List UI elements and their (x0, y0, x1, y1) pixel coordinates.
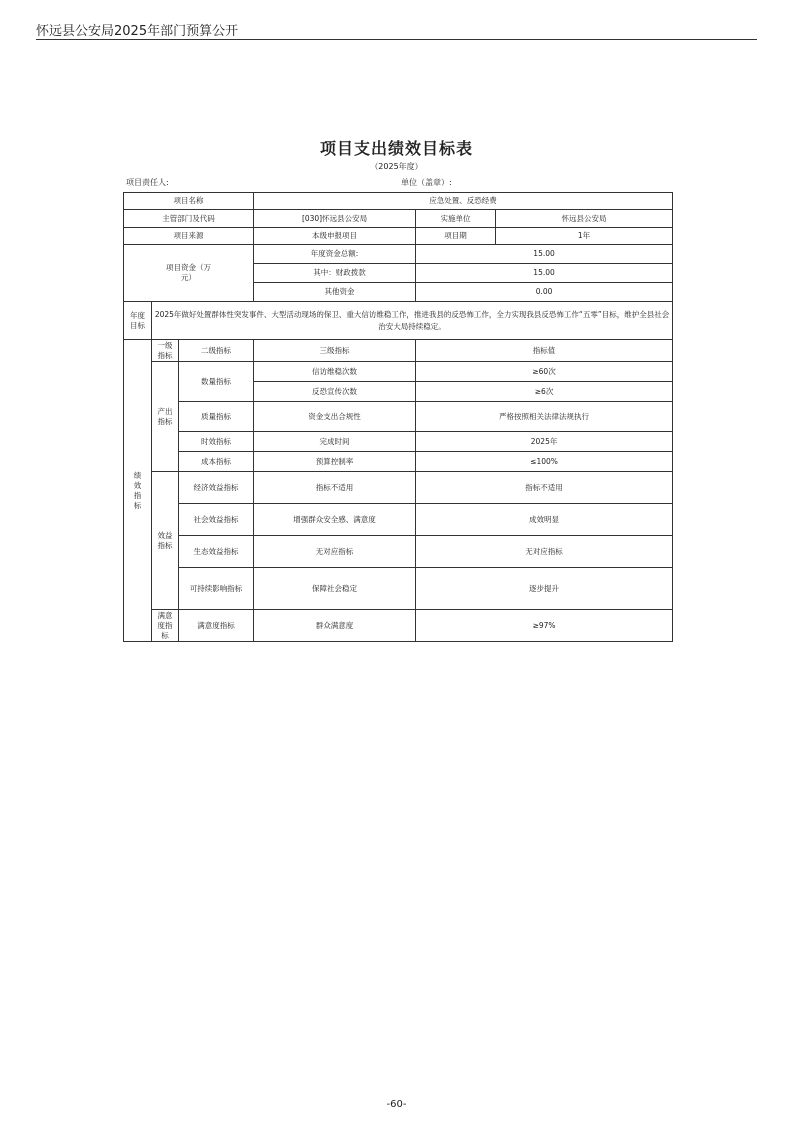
col-level3: 三级指标 (254, 340, 416, 362)
sustain-value: 逐步提升 (416, 568, 673, 610)
impl-label: 实施单位 (416, 210, 496, 228)
period-value: 1年 (496, 228, 673, 245)
funds-fiscal-label: 其中：财政拨款 (254, 264, 416, 283)
q2-name: 反恐宣传次数 (254, 382, 416, 402)
table-row (124, 504, 673, 536)
table-row (124, 245, 673, 264)
time-label: 时效指标 (179, 432, 254, 452)
econ-value: 指标不适用 (416, 472, 673, 504)
econ-name: 指标不适用 (254, 472, 416, 504)
funds-total-value: 15.00 (416, 245, 673, 264)
indicator-label: 绩效指标 (124, 340, 152, 642)
col-value: 指标值 (416, 340, 673, 362)
output-label: 产出指标 (152, 362, 179, 472)
table-row (124, 402, 673, 432)
source-label: 项目来源 (124, 228, 254, 245)
unit-label: 单位（盖章）: (401, 178, 452, 187)
funds-fiscal-value: 15.00 (416, 264, 673, 283)
table-row (124, 228, 673, 245)
col-level1: 一级指标 (152, 340, 179, 362)
period-label: 项目期 (416, 228, 496, 245)
quality-label: 质量指标 (179, 402, 254, 432)
table-row (124, 193, 673, 210)
social-label: 社会效益指标 (179, 504, 254, 536)
table-row (124, 536, 673, 568)
table-row (124, 210, 673, 228)
q2-value: ≥6次 (416, 382, 673, 402)
performance-table (123, 192, 673, 642)
table-row (124, 610, 673, 642)
dept-label: 主管部门及代码 (124, 210, 254, 228)
cost-value: ≤100% (416, 452, 673, 472)
goal-label: 年度目标 (124, 302, 152, 340)
social-value: 成效明显 (416, 504, 673, 536)
funds-other-value: 0.00 (416, 283, 673, 302)
table-row (124, 472, 673, 504)
quality-name: 资金支出合规性 (254, 402, 416, 432)
sustain-name: 保障社会稳定 (254, 568, 416, 610)
quantity-label: 数量指标 (179, 362, 254, 402)
table-row (124, 340, 673, 362)
eco-label: 生态效益指标 (179, 536, 254, 568)
responsible-label: 项目责任人: (126, 178, 169, 187)
header-title: 怀远县公安局2025年部门预算公开 (36, 24, 239, 39)
header-rule (36, 39, 757, 40)
table-row (124, 302, 673, 340)
eco-value: 无对应指标 (416, 536, 673, 568)
sustain-label: 可持续影响指标 (179, 568, 254, 610)
cost-label: 成本指标 (179, 452, 254, 472)
year-note: （2025年度） (370, 162, 423, 171)
q1-value: ≥60次 (416, 362, 673, 382)
table-row (124, 362, 673, 382)
project-name-label: 项目名称 (124, 193, 254, 210)
funds-other-label: 其他资金 (254, 283, 416, 302)
social-name: 增强群众安全感、满意度 (254, 504, 416, 536)
quality-value: 严格按照相关法律法规执行 (416, 402, 673, 432)
funds-total-label: 年度资金总额: (254, 245, 416, 264)
project-name-value: 应急处置、反恐经费 (254, 193, 673, 210)
satisf-level1: 满意度指标 (152, 610, 179, 642)
table-row (124, 568, 673, 610)
satisf-label: 满意度指标 (179, 610, 254, 642)
dept-value: [030]怀远县公安局 (254, 210, 416, 228)
table-row (124, 432, 673, 452)
econ-label: 经济效益指标 (179, 472, 254, 504)
col-level2: 二级指标 (179, 340, 254, 362)
eco-name: 无对应指标 (254, 536, 416, 568)
page-title: 项目支出绩效目标表 (319, 139, 473, 158)
table-row (124, 452, 673, 472)
time-name: 完成时间 (254, 432, 416, 452)
goal-text: 2025年做好处置群体性突发事件、大型活动现场的保卫、重大信访维稳工作，推进我县的反恐怖工作，全力实现我县反恐怖工作“五零”目标，维护全县社会治安大局持续稳定。 (152, 302, 673, 340)
time-value: 2025年 (416, 432, 673, 452)
satisf-value: ≥97% (416, 610, 673, 642)
q1-name: 信访维稳次数 (254, 362, 416, 382)
satisf-name: 群众满意度 (254, 610, 416, 642)
impl-value: 怀远县公安局 (496, 210, 673, 228)
funds-label: 项目资金（万元） (124, 245, 254, 302)
page-number: -60- (386, 1099, 407, 1110)
source-value: 本级申报项目 (254, 228, 416, 245)
cost-name: 预算控制率 (254, 452, 416, 472)
benefit-label: 效益指标 (152, 472, 179, 610)
